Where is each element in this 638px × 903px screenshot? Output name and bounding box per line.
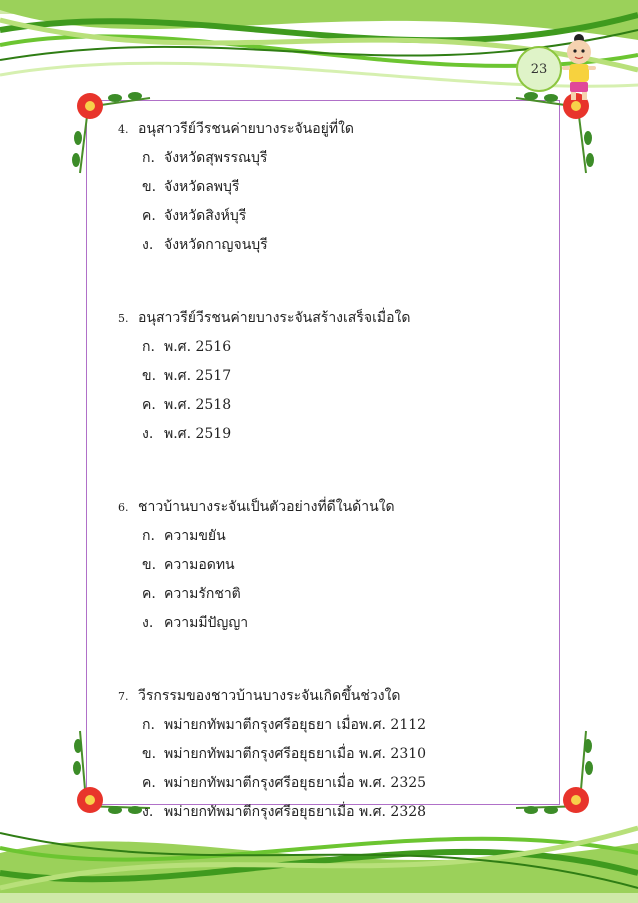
option-letter: ง. bbox=[142, 237, 154, 253]
option-text: พม่ายกทัพมาตีกรุงศรีอยุธยาเมื่อ พ.ศ. 2325 bbox=[164, 775, 427, 791]
option-text: พ.ศ. 2518 bbox=[164, 397, 232, 413]
answer-option bbox=[118, 801, 538, 830]
question-number: 4. bbox=[118, 123, 129, 136]
question-list bbox=[118, 118, 538, 874]
page-number-badge bbox=[516, 46, 562, 92]
option-letter: ข. bbox=[142, 557, 157, 573]
page-number: 23 bbox=[530, 61, 548, 77]
option-letter: ก. bbox=[142, 150, 155, 166]
option-letter: ค. bbox=[142, 397, 156, 413]
question-line bbox=[118, 496, 538, 525]
answer-option bbox=[118, 336, 538, 365]
option-letter: ค. bbox=[142, 775, 156, 791]
answer-option bbox=[118, 234, 538, 263]
answer-option bbox=[118, 176, 538, 205]
question-text: อนุสาวรีย์วีรชนค่ายบางระจันอยู่ที่ใด bbox=[138, 121, 355, 137]
answer-option bbox=[118, 743, 538, 772]
option-text: พม่ายกทัพมาตีกรุงศรีอยุธยาเมื่อ พ.ศ. 2310 bbox=[164, 746, 427, 762]
option-letter: ง. bbox=[142, 804, 154, 820]
option-text: จังหวัดสิงห์บุรี bbox=[164, 208, 247, 224]
answer-option bbox=[118, 525, 538, 554]
option-letter: ก. bbox=[142, 528, 155, 544]
answer-option bbox=[118, 583, 538, 612]
answer-option bbox=[118, 365, 538, 394]
option-letter: ง. bbox=[142, 426, 154, 442]
child-mascot-icon bbox=[558, 32, 600, 102]
option-letter: ข. bbox=[142, 368, 157, 384]
answer-option bbox=[118, 147, 538, 176]
option-text: จังหวัดกาญจนบุรี bbox=[164, 237, 268, 253]
question-line bbox=[118, 307, 538, 336]
option-text: จังหวัดลพบุรี bbox=[164, 179, 240, 195]
question-line bbox=[118, 118, 538, 147]
option-letter: ก. bbox=[142, 339, 155, 355]
answer-option bbox=[118, 772, 538, 801]
answer-option bbox=[118, 612, 538, 641]
option-text: พ.ศ. 2516 bbox=[164, 339, 232, 355]
question-number: 5. bbox=[118, 312, 129, 325]
option-text: ความขยัน bbox=[164, 528, 226, 544]
option-text: พม่ายกทัพมาตีกรุงศรีอยุธยา เมื่อพ.ศ. 2112 bbox=[164, 717, 427, 733]
answer-option bbox=[118, 205, 538, 234]
option-text: ความอดทน bbox=[164, 557, 235, 573]
question-number: 6. bbox=[118, 501, 129, 514]
answer-option bbox=[118, 714, 538, 743]
option-text: พม่ายกทัพมาตีกรุงศรีอยุธยาเมื่อ พ.ศ. 2328 bbox=[164, 804, 427, 820]
question-5 bbox=[118, 307, 538, 452]
question-text: ชาวบ้านบางระจันเป็นตัวอย่างที่ดีในด้านใด bbox=[138, 499, 395, 515]
question-line bbox=[118, 685, 538, 714]
answer-option bbox=[118, 394, 538, 423]
option-letter: ง. bbox=[142, 615, 154, 631]
option-letter: ก. bbox=[142, 717, 155, 733]
option-letter: ข. bbox=[142, 746, 157, 762]
question-text: อนุสาวรีย์วีรชนค่ายบางระจันสร้างเสร็จเมื่อใด bbox=[138, 310, 411, 326]
option-text: ความมีปัญญา bbox=[164, 615, 249, 631]
option-text: พ.ศ. 2517 bbox=[164, 368, 232, 384]
option-text: จังหวัดสุพรรณบุรี bbox=[164, 150, 268, 166]
question-6 bbox=[118, 496, 538, 641]
answer-option bbox=[118, 554, 538, 583]
question-text: วีรกรรมของชาวบ้านบางระจันเกิดขึ้นช่วงใด bbox=[138, 688, 401, 704]
option-letter: ข. bbox=[142, 179, 157, 195]
option-text: พ.ศ. 2519 bbox=[164, 426, 232, 442]
question-7 bbox=[118, 685, 538, 830]
question-number: 7. bbox=[118, 690, 129, 703]
answer-option bbox=[118, 423, 538, 452]
question-4 bbox=[118, 118, 538, 263]
option-letter: ค. bbox=[142, 586, 156, 602]
option-text: ความรักชาติ bbox=[164, 586, 241, 602]
option-letter: ค. bbox=[142, 208, 156, 224]
